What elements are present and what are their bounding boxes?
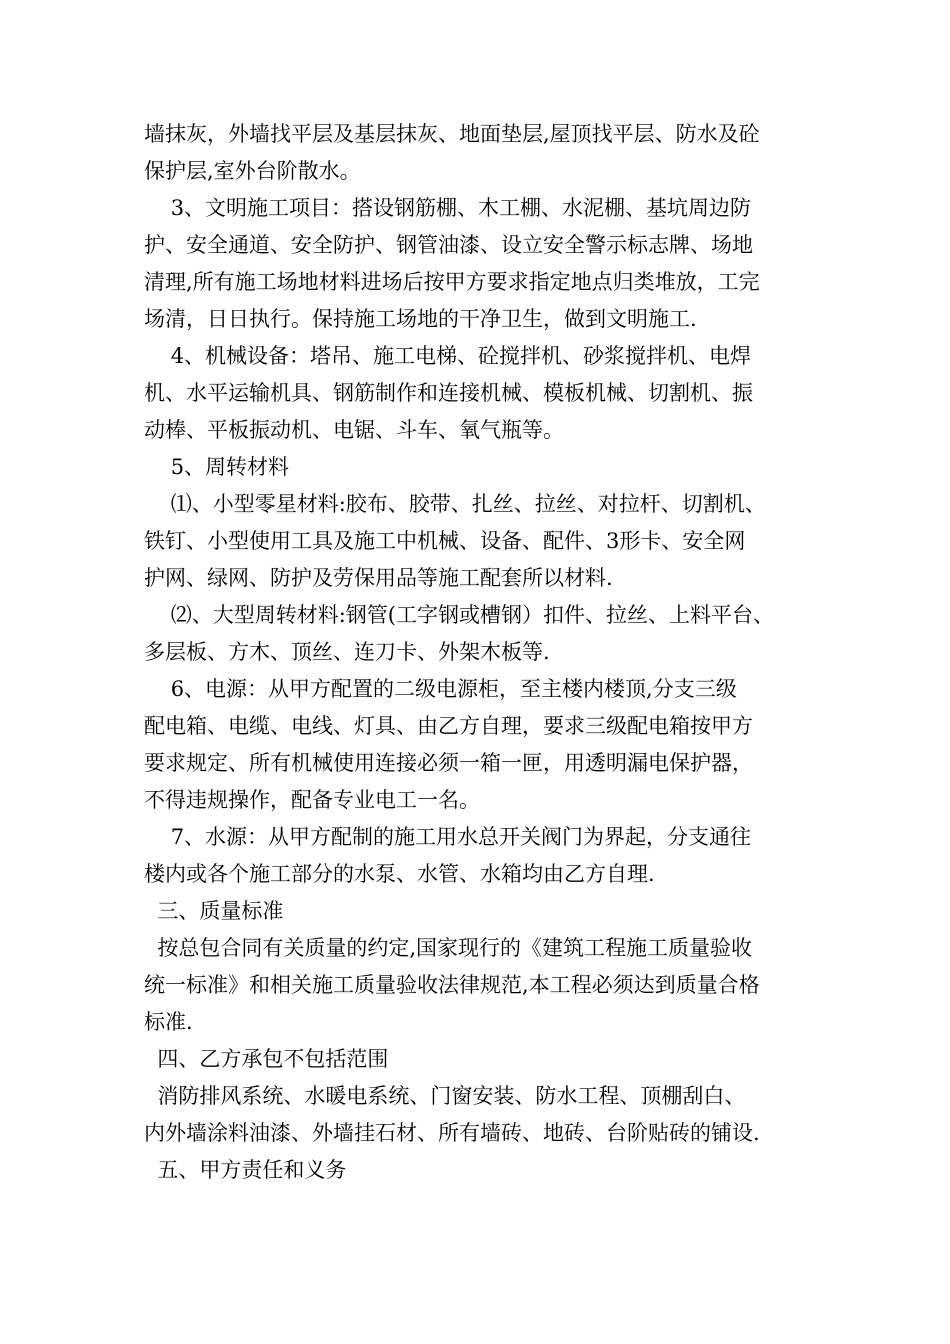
text-line: 6、电源：从甲方配置的二级电源柜，至主楼内楼顶,分支三级 xyxy=(144,677,737,701)
text-line: 7、水源：从甲方配制的施工用水总开关阀门为界起，分支通往 xyxy=(144,825,752,849)
text-line: 要求规定、所有机械使用连接必须一箱一匣，用透明漏电保护器， xyxy=(144,751,753,775)
text-line: 三、质量标准 xyxy=(144,899,284,923)
text-line: 楼内或各个施工部分的水泵、水管、水箱均由乙方自理. xyxy=(144,862,655,886)
document-body xyxy=(144,116,834,1189)
text-line: 保护层,室外台阶散水。 xyxy=(144,159,361,183)
text-line: 统一标准》和相关施工质量验收法律规范,本工程必须达到质量合格 xyxy=(144,973,760,997)
text-line: 标准. xyxy=(144,1010,193,1034)
text-line: 多层板、方木、顶丝、连刀卡、外架木板等. xyxy=(144,640,550,664)
text-line: 清理,所有施工场地材料进场后按甲方要求指定地点归类堆放，工完 xyxy=(144,270,760,294)
text-line: 配电箱、电缆、电线、灯具、由乙方自理，要求三级配电箱按甲方 xyxy=(144,714,753,738)
text-line: 墙抹灰，外墙找平层及基层抹灰、地面垫层,屋顶找平层、防水及砼 xyxy=(144,122,760,146)
text-line: 护、安全通道、安全防护、钢管油漆、设立安全警示标志牌、场地 xyxy=(144,233,753,257)
text-line: 动棒、平板振动机、电锯、斗车、氧气瓶等。 xyxy=(144,418,564,442)
text-line: 护网、绿网、防护及劳保用品等施工配套所以材料. xyxy=(144,566,613,590)
text-line: 3、文明施工项目：搭设钢筋棚、木工棚、水泥棚、基坑周边防 xyxy=(144,196,752,220)
text-line: 5、周转材料 xyxy=(144,455,290,479)
text-line: 4、机械设备：塔吊、施工电梯、砼搅拌机、砂浆搅拌机、电焊 xyxy=(144,344,752,368)
text-line: 铁钉、小型使用工具及施工中机械、设备、配件、3形卡、安全网 xyxy=(144,529,746,553)
text-line: 机、水平运输机具、钢筋制作和连接机械、模板机械、切割机、振 xyxy=(144,381,753,405)
text-line: ⑵、大型周转材料:钢管(工字钢或槽钢）扣件、拉丝、上料平台、 xyxy=(144,603,774,627)
text-line: 不得违规操作，配备专业电工一名。 xyxy=(144,788,480,812)
text-line: 四、乙方承包不包括范围 xyxy=(144,1047,389,1071)
text-line: ⑴、小型零星材料:胶布、胶带、扎丝、拉丝、对拉杆、切割机、 xyxy=(144,492,766,516)
text-line: 内外墙涂料油漆、外墙挂石材、所有墙砖、地砖、台阶贴砖的铺设. xyxy=(144,1121,760,1145)
text-line: 消防排风系统、水暖电系统、门窗安装、防水工程、顶棚刮白、 xyxy=(144,1084,746,1108)
text-line: 按总包合同有关质量的约定,国家现行的《建筑工程施工质量验收 xyxy=(144,936,753,960)
text-line: 场清，日日执行。保持施工场地的干净卫生，做到文明施工. xyxy=(144,307,697,331)
text-line: 五、甲方责任和义务 xyxy=(144,1158,347,1182)
